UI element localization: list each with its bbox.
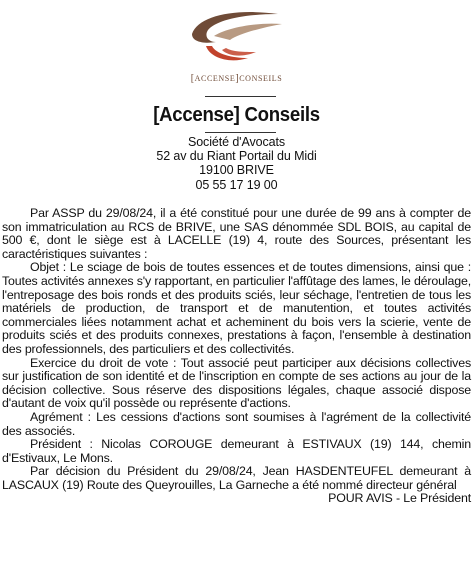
logo-name-part2: CONSEILS bbox=[239, 74, 283, 83]
logo-bracket-close: ] bbox=[235, 73, 240, 84]
paragraph-constitution: Par ASSP du 29/08/24, il a été constitué pour une durée de 99 ans à compter de son immatriculation au RCS de BRIVE, une SAS dénommée SDL BOIS, au capital de 500 €, dont le siège est à LACELLE (19) 4, route des Sources, présentant les caractéristiques suivantes : bbox=[2, 206, 471, 261]
paragraph-director: Par décision du Président du 29/08/24, Jean HASDENTEUFEL demeurant à LASCAUX (19) Route des Queyrouilles, La Garneche a été nommé directeur général bbox=[2, 464, 471, 492]
swoosh-logo-icon bbox=[186, 6, 286, 68]
logo-bracket-open: [ bbox=[190, 73, 195, 84]
address-line: 05 55 17 19 00 bbox=[195, 177, 278, 192]
divider-bottom bbox=[205, 132, 276, 133]
address-line: 52 av du Riant Portail du Midi bbox=[156, 149, 317, 164]
address-line: Société d'Avocats bbox=[187, 135, 286, 149]
firm-address bbox=[0, 135, 473, 192]
logo-wordmark bbox=[0, 73, 473, 84]
paragraph-president: Président : Nicolas COROUGE demeurant à ESTIVAUX (19) 144, chemin d'Estivaux, Le Mons. bbox=[2, 437, 471, 465]
paragraph-object: Objet : Le sciage de bois de toutes essences et de toutes dimensions, ainsi que : Toutes activités annexes s'y rapportant, en particulier l'affûtage des lames, le déroulage, l'entreposage des bois ronds et des produits sciés, leur séchage, l'entretien de tous les matériels de production, de transport et de manutention, et toutes activités commerciales liées notamment achat et acheminent du bois vers la scierie, vente de produits sciés et des produits connexes, prestations à façon, l'ensemble à destination des professionnels, des particuliers et des collectivités. bbox=[2, 260, 471, 356]
firm-logo bbox=[0, 6, 473, 96]
firm-name: [Accense] Conseils bbox=[153, 104, 320, 126]
address-line: 19100 BRIVE bbox=[199, 163, 274, 178]
signature: POUR AVIS - Le Président bbox=[328, 491, 471, 506]
notice-body bbox=[2, 207, 471, 506]
divider-top bbox=[205, 96, 276, 97]
paragraph-voting-rights: Exercice du droit de vote : Tout associé peut participer aux décisions collectives sur justification de son identité et de l'inscription en compte de ses actions au jour de la décision collective. Sous réserve des dispositions légales, chaque associé dispose d'autant de voix qu'il possède ou représente d'actions. bbox=[2, 355, 471, 411]
logo-name-part1: ACCENSE bbox=[194, 74, 236, 83]
paragraph-approval: Agrément : Les cessions d'actions sont soumises à l'agrément de la collectivité des associés. bbox=[2, 409, 471, 438]
